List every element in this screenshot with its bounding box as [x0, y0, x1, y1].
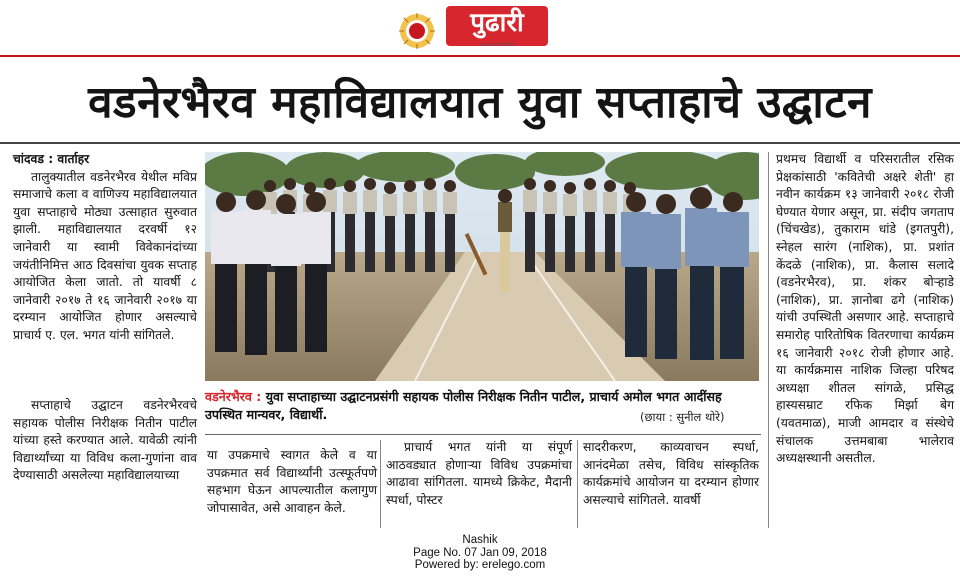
- news-photo-image: [205, 152, 759, 381]
- paragraph: प्रथमच विद्यार्थी व परिसरातील रसिक प्रेक्षकांसाठी 'कवितेची अक्षरे शेती' हा नवीन कार्यक्रम १३ जानेवारी २०१८ रोजी घेण्यात येणार असून, प्रा. संदीप जगताप (चिंचखेड), तुकाराम धांडे (इगतपुरी), स्नेहल सारंग (नाशिक), प्रा. प्रशांत केंदळे (नाशिक), प्रा. कैलास सलादे (वडनेरभैरव), प्रा. शंकर बोऱ्हाडे (नाशिक), प्रा. ज्ञानोबा ढगे (नाशिक) यांची उपस्थिती असणार आहे. सप्ताहाचे समारोह पारितोषिक वितरणाचा कार्यक्रम १६ जानेवारी २०१८ रोजी होणार आहे. या कार्यक्रमास नाशिक जिल्हा परिषद अध्यक्षा शीतल सांगळे, प्रसिद्ध हास्यसम्राट रफिक मिर्झा बेग (यवतमाळ), माजी आमदार व संस्थेचे संचालक उत्तमबाबा भालेराव अध्यक्षस्थानी असतील.: [776, 152, 954, 466]
- caption-location: वडनेरभैरव :: [205, 389, 262, 404]
- paragraph: प्राचार्य भगत यांनी या संपूर्ण आठवड्यात होणाऱ्या विविध उपक्रमांचा आढावा सांगितला. यामध्ये क्रिकेट, मैदानी स्पर्धा, पोस्टर: [386, 440, 572, 507]
- article-column-1-cont: [13, 397, 197, 485]
- dateline: चांदवड : वार्ताहर: [13, 152, 90, 166]
- footer-edition: Nashik: [462, 534, 498, 546]
- article-column-3: [386, 439, 572, 509]
- article-column-right: [776, 151, 954, 468]
- masthead: [0, 0, 960, 56]
- column-divider: [380, 440, 381, 528]
- article-headline: वडनेरभैरव महाविद्यालयात युवा सप्ताहाचे उद्घाटन: [88, 77, 872, 128]
- article-column-4: [583, 439, 759, 509]
- caption-text: युवा सप्ताहाच्या उद्घाटनप्रसंगी सहायक पोलीस निरीक्षक नितीन पाटील, प्राचार्य अमोल भगत आदींसह उपस्थित मान्यवर, विद्यार्थी.: [205, 389, 722, 422]
- paragraph: सादरीकरण, काव्यवाचन स्पर्धा, आनंदमेळा तसेच, विविध सांस्कृतिक कार्यक्रमांचे आयोजन या दरम्यान होणार असल्याचे सांगितले. यावर्षी: [583, 440, 759, 507]
- newspaper-brand-logo: पुढारी: [446, 6, 548, 46]
- brand-tagline: एक नंबरचे मराठी दैनिक: [479, 42, 515, 47]
- paragraph: सप्ताहाचे उद्घाटन वडनेरभैरवचे सहायक पोलीस निरीक्षक नितीन पाटील यांच्या हस्ते करण्यात आले. यावेळी त्यांनी विद्यार्थ्यांच्या या विविध कला-गुणांना वाव देण्यासाठी असलेल्या महाविद्यालयाच्या: [13, 398, 197, 483]
- masthead-rule: [0, 55, 960, 57]
- paragraph: या उपक्रमाचे स्वागत केले व या उपक्रमात सर्व विद्यार्थ्यांनी उत्स्फूर्तपणे सहभाग घेऊन आपल्यातील कलागुण जोपासावेत, असे आवाहन केले.: [207, 448, 377, 515]
- article-column-2: [207, 447, 377, 517]
- footer-powered-by: Powered by: erelego.com: [414, 559, 546, 571]
- article-column-1: [13, 151, 197, 345]
- caption-rule: [205, 434, 761, 435]
- paragraph: तालुक्यातील वडनेरभैरव येथील मविप्र समाजाचे कला व वाणिज्य महाविद्यालयात युवा सप्ताहाचे मोठ्या उत्साहात सुरुवात झाली. महाविद्यालयात दरवर्षी १२ जानेवारी या स्वामी विवेकानंदांच्या जयंतीनिमित्त आठ दिवसांचा युवक सप्ताह आयोजित केला जातो. तो यावर्षी ८ जानेवारी २०१७ ते १६ जानेवारी २०१७ या दरम्यान आयोजित होणार असल्याचे प्राचार्य ए. एल. भगत यांनी सांगितले.: [13, 169, 197, 342]
- column-divider: [577, 440, 578, 528]
- photo-credit: (छाया : सुनील थोरे): [640, 410, 725, 424]
- headline-rule: [0, 142, 960, 144]
- page-footer: [0, 534, 960, 572]
- column-divider: [768, 152, 769, 528]
- sunflower-emblem-icon: [398, 12, 436, 50]
- news-photo: [205, 152, 759, 381]
- footer-page-date: Page No. 07 Jan 09, 2018: [413, 546, 547, 559]
